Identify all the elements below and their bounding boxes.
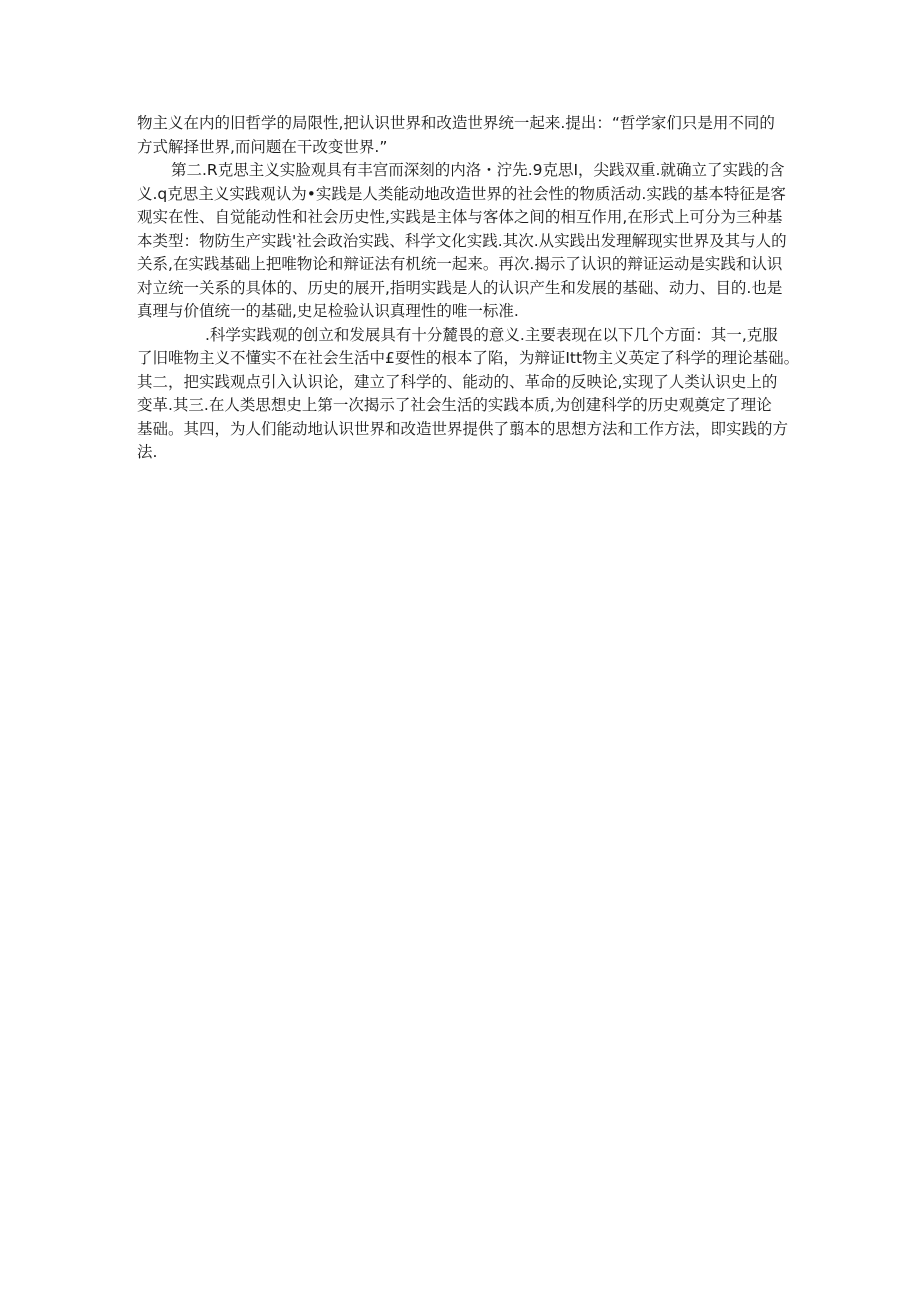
body-text bbox=[137, 112, 800, 465]
text-line: 本类型：物防生产实践'社会政治实践、科学文化实践.其次.从实践出发理解现实世界及其与人的 bbox=[137, 231, 787, 250]
text-line: 基础。其四，为人们能动地认识世界和改造世界提供了翦本的思想方法和工作方法，即实践的方 bbox=[137, 419, 789, 438]
text-line: 方式解择世界,而问题在干改变世界.” bbox=[137, 137, 388, 156]
text-line: 对立统一关系的具体的、历史的展开,指明实践是人的认识产生和发展的基础、动力、目的.也是 bbox=[137, 278, 783, 297]
text-line: 其二，把实践观点引入认识论，建立了科学的、能动的、革命的反映论,实现了人类认识史上的 bbox=[137, 372, 778, 391]
paragraph-1 bbox=[137, 112, 787, 159]
text-line: 关系,在实践基础上把唯物论和辩证法有机统一起来。再次.揭示了认识的辩证运动是实践和认识 bbox=[137, 255, 783, 273]
text-line: .科学实践观的创立和发展具有十分麓畏的意义.主要表现在以下几个方面：其一,克服 bbox=[205, 325, 778, 344]
text-line: 第二.R克思主义实脸观具有丰宫而深刻的内洛・泞先.9克思I，尖践双重.就确立了实践的含 bbox=[171, 161, 785, 179]
text-line: 观实在性、自觉能动性和社会历史性,实践是主体与客体之间的相互作用,在形式上可分为三种基 bbox=[137, 208, 783, 226]
paragraph-3 bbox=[137, 324, 800, 465]
text-line: 真理与价值统一的基础,史足检验认识真理性的唯一标准. bbox=[137, 302, 519, 320]
text-line: 变革.其三.在人类思想史上第一次揭示了社会生活的实践本质,为创建科学的历史观奠定了理论 bbox=[137, 396, 772, 414]
paragraph-2 bbox=[137, 159, 787, 324]
text-line: 了旧唯物主义不懂实不在社会生活中£耍性的根本了陷，为辩证Itt物主义英定了科学的理论基础。 bbox=[137, 349, 800, 367]
text-line: 义.q克思主义实践观认为•实践是人类能动地改造世界的社会性的物质活动.实践的基本特征是客 bbox=[137, 184, 786, 203]
text-line: 物主义在内的旧哲学的局限性,把认识世界和改造世界统一起来.提出：“哲学家们只是用不同的 bbox=[137, 114, 775, 132]
text-line: 法. bbox=[137, 443, 158, 461]
